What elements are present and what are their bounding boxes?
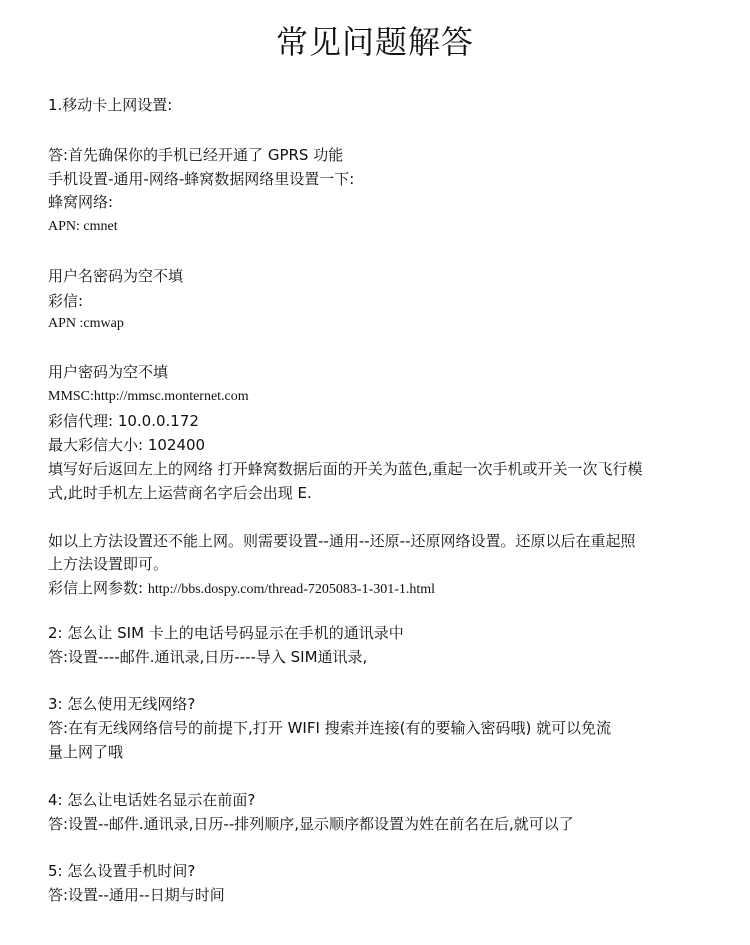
answer-3: 答:在有无线网络信号的前提下,打开 WIFI 搜索并连接(有的要输入密码哦) 就可以免流 [48,719,612,737]
mms-params-link[interactable]: http://bbs.dospy.com/thread-7205083-1-301-1.html [147,582,436,597]
answer-line: 答:首先确保你的手机已经开通了 GPRS 功能 [48,146,344,164]
answer-line: 用户密码为空不填 [48,363,169,381]
answer-line: 填写好后返回左上的网络 打开蜂窝数据后面的开关为蓝色,重起一次手机或开关一次飞行模 [48,460,643,478]
mms-params-line [48,577,435,601]
answer-5: 答:设置--通用--日期与时间 [48,886,225,904]
question-2: 2: 怎么让 SIM 卡上的电话号码显示在手机的通讯录中 [48,624,404,642]
section-heading-mobile-internet: 1.移动卡上网设置: [48,96,173,114]
page-title: 常见问题解答 [275,23,474,61]
question-5: 5: 怎么设置手机时间? [48,862,196,880]
mmsc-line: MMSC:http://mmsc.monternet.com [48,389,249,404]
apn-line: APN :cmwap [48,316,124,331]
answer-line: 彩信: [48,292,84,310]
mms-params-label: 彩信上网参数: [48,579,144,597]
answer-2: 答:设置----邮件.通讯录,日历----导入 SIM通讯录, [48,648,368,666]
answer-line: 最大彩信大小: 102400 [48,436,206,454]
answer-line: 上方法设置即可。 [48,555,169,573]
question-3: 3: 怎么使用无线网络? [48,695,196,713]
answer-line: 如以上方法设置还不能上网。则需要设置--通用--还原--还原网络设置。还原以后在重起照 [48,532,636,550]
question-4: 4: 怎么让电话姓名显示在前面? [48,791,256,809]
answer-line: 手机设置-通用-网络-蜂窝数据网络里设置一下: [48,170,355,188]
answer-line: 彩信代理: 10.0.0.172 [48,412,199,430]
answer-4: 答:设置--邮件.通讯录,日历--排列顺序,显示顺序都设置为姓在前名在后,就可以了 [48,815,574,833]
answer-line: 蜂窝网络: [48,193,114,211]
apn-line: APN: cmnet [48,219,118,234]
answer-line: 用户名密码为空不填 [48,267,184,285]
answer-line: 式,此时手机左上运营商名字后会出现 E. [48,484,312,502]
answer-3-cont: 量上网了哦 [48,743,124,761]
